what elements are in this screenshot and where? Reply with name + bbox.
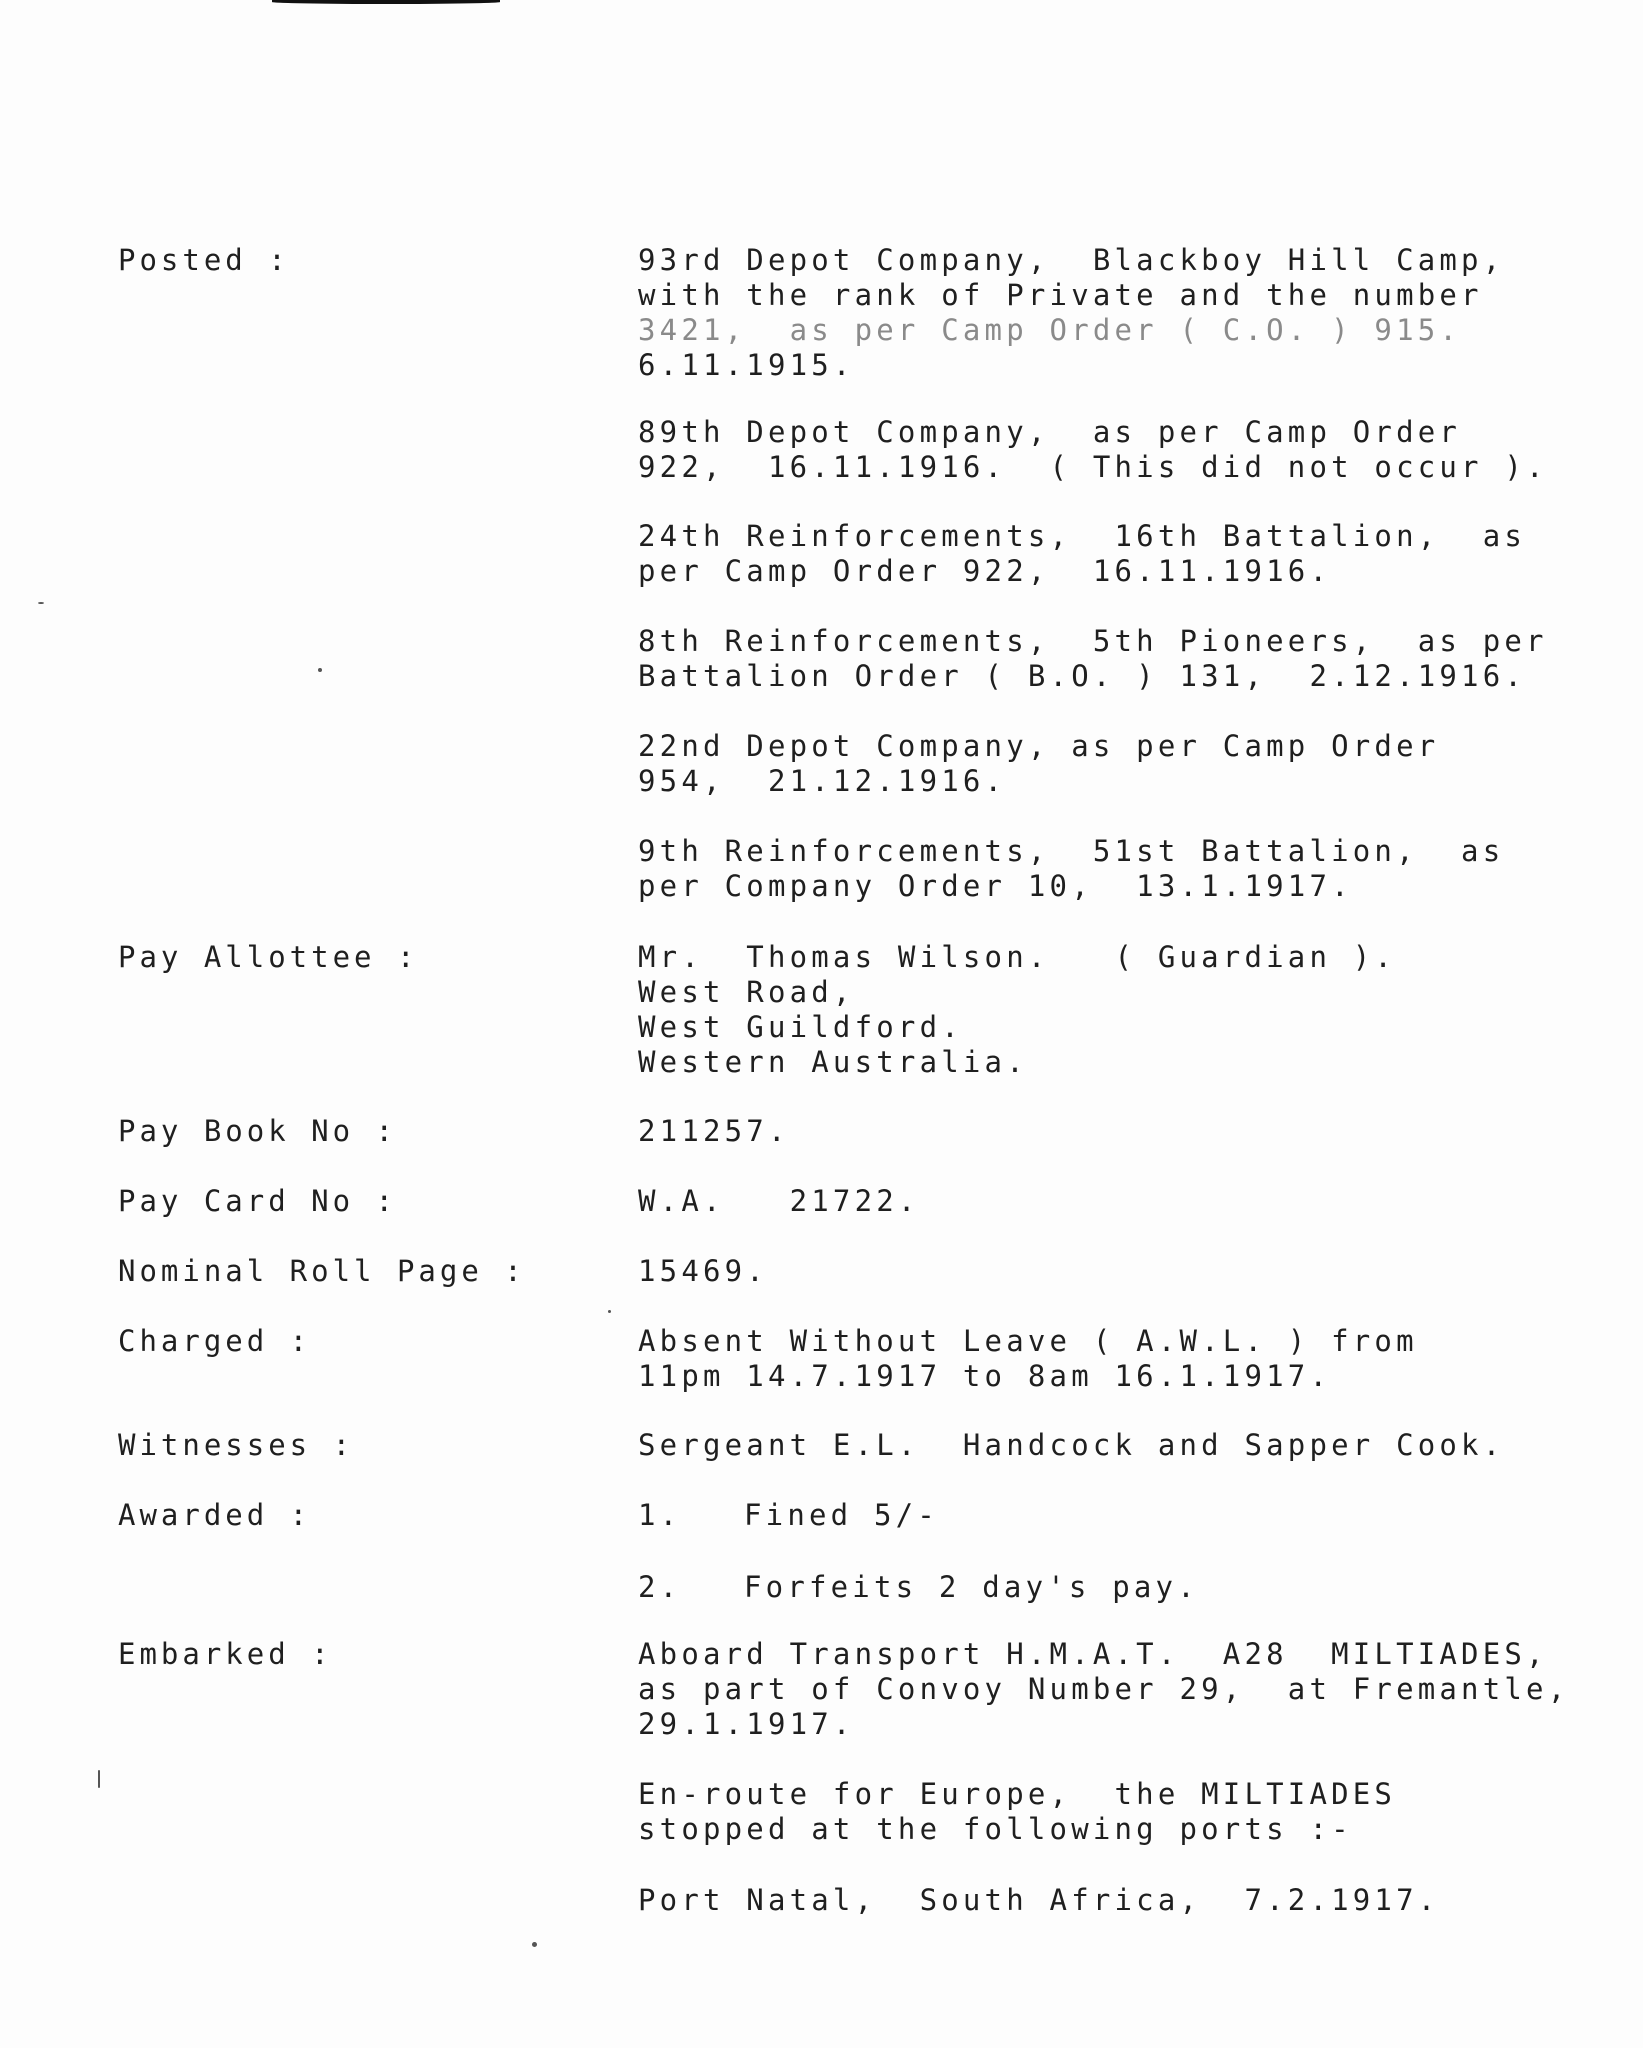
text-line: as part of Convoy Number 29, at Fremantle, — [638, 1672, 1570, 1706]
entry-content — [638, 1570, 1538, 1605]
text-line: Absent Without Leave ( A.W.L. ) from — [638, 1324, 1418, 1358]
entry-label: Pay Allottee : — [118, 940, 419, 974]
entry-content — [638, 834, 1538, 904]
text-line: Port Natal, South Africa, 7.2.1917. — [638, 1883, 1440, 1917]
text-line: 29.1.1917. — [638, 1707, 855, 1741]
entry-label: Pay Card No : — [118, 1184, 397, 1218]
entry-content — [638, 1114, 1538, 1149]
text-line: Battalion Order ( B.O. ) 131, 2.12.1916. — [638, 659, 1527, 693]
entry-content — [638, 940, 1538, 1080]
entry-content — [638, 1324, 1538, 1394]
text-line: En-route for Europe, the MILTIADES — [638, 1777, 1397, 1811]
entry-content — [638, 1428, 1538, 1463]
text-line: stopped at the following ports :- — [638, 1812, 1353, 1846]
scan-speck — [532, 1942, 537, 1947]
award-item — [638, 1570, 1538, 1605]
entry-content — [638, 1637, 1570, 1742]
scan-speck — [318, 668, 322, 672]
text-line: 3421, as per Camp Order ( C.O. ) 915. — [638, 313, 1462, 347]
entry-content — [638, 243, 1538, 383]
text-line: per Camp Order 922, 16.11.1916. — [638, 554, 1332, 588]
text-line: with the rank of Private and the number — [638, 278, 1483, 312]
text-line: 8th Reinforcements, 5th Pioneers, as per — [638, 624, 1548, 658]
entry-content — [638, 729, 1538, 799]
text-line: 954, 21.12.1916. — [638, 764, 1007, 798]
entry-label: Charged : — [118, 1324, 312, 1358]
text-line: Sergeant E.L. Handcock and Sapper Cook. — [638, 1428, 1505, 1462]
text-line: W.A. 21722. — [638, 1184, 920, 1218]
entry-content — [638, 1498, 1538, 1533]
award-number: 1. — [638, 1498, 682, 1532]
entry-label: Witnesses : — [118, 1428, 355, 1462]
entry-label: Nominal Roll Page : — [118, 1254, 526, 1288]
entry-content — [638, 624, 1548, 694]
entry-label: Embarked : — [118, 1637, 333, 1671]
entry-content — [638, 1777, 1538, 1847]
entry-content — [638, 1883, 1538, 1918]
text-line: 11pm 14.7.1917 to 8am 16.1.1917. — [638, 1359, 1332, 1393]
award-item — [638, 1498, 1538, 1533]
award-text: Fined 5/- — [744, 1498, 939, 1532]
text-line: 211257. — [638, 1114, 790, 1148]
text-line: 922, 16.11.1916. ( This did not occur ). — [638, 450, 1548, 484]
text-line: per Company Order 10, 13.1.1917. — [638, 869, 1353, 903]
entry-content — [638, 1254, 1538, 1289]
text-line: 93rd Depot Company, Blackboy Hill Camp, — [638, 243, 1505, 277]
award-number: 2. — [638, 1570, 682, 1604]
text-line: Mr. Thomas Wilson. ( Guardian ). — [638, 940, 1397, 974]
text-line: 6.11.1915. — [638, 348, 855, 382]
award-text: Forfeits 2 day's pay. — [744, 1570, 1199, 1604]
scan-speck — [38, 602, 44, 604]
scan-artifact — [272, 0, 500, 4]
text-line: West Guildford. — [638, 1010, 963, 1044]
text-line: West Road, — [638, 975, 855, 1009]
text-line: 89th Depot Company, as per Camp Order — [638, 415, 1462, 449]
entry-content — [638, 1184, 1538, 1219]
entry-content — [638, 415, 1548, 485]
text-line: 9th Reinforcements, 51st Battalion, as — [638, 834, 1505, 868]
text-line: 24th Reinforcements, 16th Battalion, as — [638, 519, 1527, 553]
entry-label: Awarded : — [118, 1498, 312, 1532]
entry-label: Posted : — [118, 243, 290, 277]
text-line: Aboard Transport H.M.A.T. A28 MILTIADES, — [638, 1637, 1548, 1671]
scan-speck — [98, 1770, 100, 1788]
text-line: Western Australia. — [638, 1045, 1028, 1079]
text-line: 22nd Depot Company, as per Camp Order — [638, 729, 1440, 763]
text-line: 15469. — [638, 1254, 768, 1288]
entry-content — [638, 519, 1538, 589]
scan-speck — [608, 1310, 611, 1313]
entry-label: Pay Book No : — [118, 1114, 397, 1148]
